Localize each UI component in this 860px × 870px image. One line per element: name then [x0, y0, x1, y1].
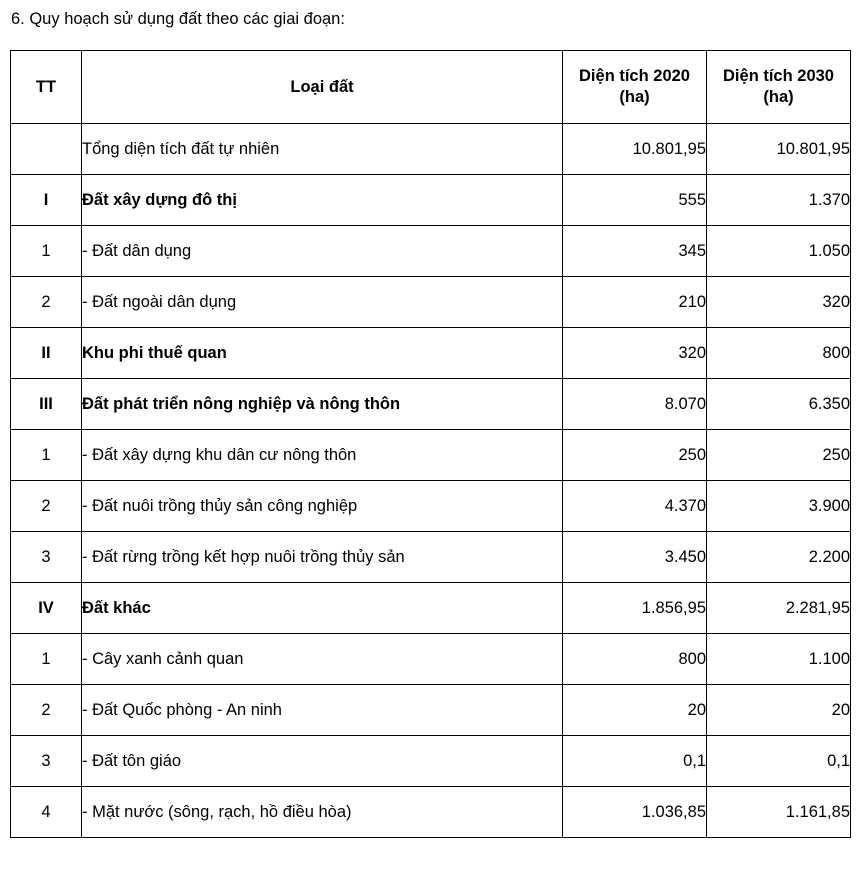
cell-land-type: Khu phi thuế quan — [82, 328, 563, 379]
cell-tt: 2 — [11, 481, 82, 532]
cell-area-2030: 1.050 — [707, 226, 851, 277]
cell-land-type: - Cây xanh cảnh quan — [82, 634, 563, 685]
cell-land-type: - Đất xây dựng khu dân cư nông thôn — [82, 430, 563, 481]
cell-land-type: Đất phát triển nông nghiệp và nông thôn — [82, 379, 563, 430]
table-row — [11, 430, 851, 481]
cell-area-2030: 6.350 — [707, 379, 851, 430]
cell-land-type: Đất khác — [82, 583, 563, 634]
cell-land-type: Tổng diện tích đất tự nhiên — [82, 124, 563, 175]
cell-land-type: - Đất tôn giáo — [82, 736, 563, 787]
cell-area-2030: 0,1 — [707, 736, 851, 787]
cell-area-2030: 1.100 — [707, 634, 851, 685]
cell-land-type: - Đất nuôi trồng thủy sản công nghiệp — [82, 481, 563, 532]
cell-area-2020: 800 — [563, 634, 707, 685]
cell-land-type: - Đất ngoài dân dụng — [82, 277, 563, 328]
table-row — [11, 175, 851, 226]
cell-tt: II — [11, 328, 82, 379]
cell-area-2020: 210 — [563, 277, 707, 328]
column-header-area-2030 — [707, 51, 851, 124]
column-header-area-2020 — [563, 51, 707, 124]
cell-tt: III — [11, 379, 82, 430]
column-header-area-2030-unit: (ha) — [763, 88, 794, 106]
table-row — [11, 685, 851, 736]
table-row — [11, 532, 851, 583]
table-body — [11, 124, 851, 838]
cell-area-2020: 0,1 — [563, 736, 707, 787]
cell-tt: 2 — [11, 685, 82, 736]
cell-tt: 1 — [11, 226, 82, 277]
cell-area-2030: 320 — [707, 277, 851, 328]
column-header-area-2020-unit: (ha) — [619, 88, 650, 106]
cell-area-2030: 20 — [707, 685, 851, 736]
cell-tt: I — [11, 175, 82, 226]
table-row — [11, 634, 851, 685]
cell-tt: 3 — [11, 532, 82, 583]
cell-area-2030: 2.200 — [707, 532, 851, 583]
land-use-table-wrapper — [10, 50, 850, 838]
column-header-area-2030-title: Diện tích 2030 — [723, 67, 834, 85]
cell-area-2030: 1.161,85 — [707, 787, 851, 838]
cell-tt: 4 — [11, 787, 82, 838]
cell-area-2020: 320 — [563, 328, 707, 379]
header-row — [11, 51, 851, 124]
table-row — [11, 481, 851, 532]
cell-tt — [11, 124, 82, 175]
cell-area-2020: 250 — [563, 430, 707, 481]
cell-area-2020: 4.370 — [563, 481, 707, 532]
cell-tt: 3 — [11, 736, 82, 787]
cell-area-2020: 8.070 — [563, 379, 707, 430]
table-row — [11, 583, 851, 634]
cell-area-2020: 345 — [563, 226, 707, 277]
cell-land-type: - Đất Quốc phòng - An ninh — [82, 685, 563, 736]
land-use-table — [10, 50, 851, 838]
table-row — [11, 379, 851, 430]
column-header-land-type: Loại đất — [82, 51, 563, 124]
table-row — [11, 787, 851, 838]
cell-area-2020: 3.450 — [563, 532, 707, 583]
column-header-area-2020-title: Diện tích 2020 — [579, 67, 690, 85]
table-row — [11, 736, 851, 787]
table-row — [11, 124, 851, 175]
cell-tt: 1 — [11, 430, 82, 481]
cell-area-2030: 800 — [707, 328, 851, 379]
cell-tt: 2 — [11, 277, 82, 328]
table-row — [11, 226, 851, 277]
cell-land-type: - Đất rừng trồng kết hợp nuôi trồng thủy sản — [82, 532, 563, 583]
table-row — [11, 277, 851, 328]
cell-area-2030: 10.801,95 — [707, 124, 851, 175]
cell-area-2020: 555 — [563, 175, 707, 226]
cell-tt: 1 — [11, 634, 82, 685]
cell-land-type: - Đất dân dụng — [82, 226, 563, 277]
section-heading: 6. Quy hoạch sử dụng đất theo các giai đoạn: — [11, 10, 345, 28]
cell-area-2030: 3.900 — [707, 481, 851, 532]
table-row — [11, 328, 851, 379]
cell-area-2030: 250 — [707, 430, 851, 481]
cell-area-2020: 10.801,95 — [563, 124, 707, 175]
column-header-tt: TT — [11, 51, 82, 124]
cell-land-type: - Mặt nước (sông, rạch, hồ điều hòa) — [82, 787, 563, 838]
cell-area-2020: 1.856,95 — [563, 583, 707, 634]
cell-area-2020: 20 — [563, 685, 707, 736]
table-header — [11, 51, 851, 124]
cell-tt: IV — [11, 583, 82, 634]
cell-area-2030: 2.281,95 — [707, 583, 851, 634]
cell-area-2030: 1.370 — [707, 175, 851, 226]
cell-land-type: Đất xây dựng đô thị — [82, 175, 563, 226]
cell-area-2020: 1.036,85 — [563, 787, 707, 838]
